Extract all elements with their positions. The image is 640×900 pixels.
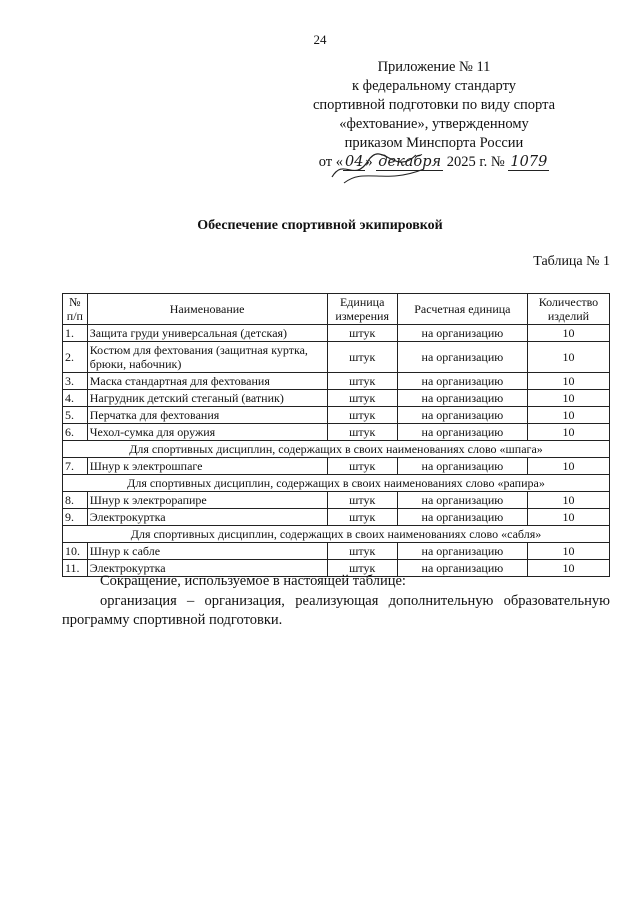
table-row — [63, 325, 610, 342]
cell-num: 10. — [63, 543, 88, 560]
cell-qty: 10 — [527, 407, 609, 424]
order-day: 04 — [344, 154, 364, 170]
table-row — [63, 543, 610, 560]
cell-name: Костюм для фехтования (защитная куртка, брюки, набочник) — [87, 342, 327, 373]
cell-num: 9. — [63, 509, 88, 526]
table-row — [63, 373, 610, 390]
cell-unit: штук — [327, 325, 397, 342]
cell-unit: штук — [327, 407, 397, 424]
order-month: декабря — [378, 154, 442, 170]
cell-qty: 10 — [527, 373, 609, 390]
table-caption: Таблица № 1 — [533, 254, 610, 269]
cell-num: 8. — [63, 492, 88, 509]
table-body — [63, 325, 610, 577]
page-number: 24 — [313, 32, 327, 47]
table-row — [63, 424, 610, 441]
cell-unit: штук — [327, 342, 397, 373]
cell-name: Шнур к электрошпаге — [87, 458, 327, 475]
cell-name: Электрокуртка — [87, 509, 327, 526]
appendix-line-4: «фехтование», утвержденному — [339, 116, 529, 132]
table-row — [63, 407, 610, 424]
cell-calc: на организацию — [397, 342, 527, 373]
cell-unit: штук — [327, 560, 397, 577]
cell-qty: 10 — [527, 509, 609, 526]
cell-num: 5. — [63, 407, 88, 424]
section-label: Для спортивных дисциплин, содержащих в своих наименованиях слово «шпага» — [63, 441, 610, 458]
cell-qty: 10 — [527, 543, 609, 560]
document-title: Обеспечение спортивной экипировкой — [197, 218, 443, 233]
appendix-line-2: к федеральному стандарту — [352, 78, 516, 94]
cell-qty: 10 — [527, 492, 609, 509]
footnote-title: Сокращение, используемое в настоящей таблице: — [100, 573, 406, 589]
cell-name: Перчатка для фехтования — [87, 407, 327, 424]
cell-num: 1. — [63, 325, 88, 342]
cell-qty: 10 — [527, 390, 609, 407]
order-line — [284, 153, 584, 172]
cell-calc: на организацию — [397, 424, 527, 441]
table-row — [63, 342, 610, 373]
cell-num: 3. — [63, 373, 88, 390]
table-header-row — [63, 294, 610, 325]
appendix-line-3: спортивной подготовки по виду спорта — [312, 97, 556, 113]
cell-name: Электрокуртка — [87, 560, 327, 577]
header-unit: Единица измерения — [327, 294, 397, 325]
appendix-line-5: приказом Минспорта России — [344, 135, 524, 151]
cell-qty: 10 — [527, 342, 609, 373]
order-number: 1079 — [510, 154, 548, 170]
cell-unit: штук — [327, 543, 397, 560]
cell-calc: на организацию — [397, 543, 527, 560]
cell-name: Нагрудник детский стеганый (ватник) — [87, 390, 327, 407]
footnote-body: организация – организация, реализующая дополнительную образовательную программу спортивной подготовки. — [62, 593, 610, 628]
appendix-line-1: Приложение № 11 — [377, 59, 491, 75]
cell-calc: на организацию — [397, 560, 527, 577]
cell-name: Шнур к электрорапире — [87, 492, 327, 509]
cell-qty: 10 — [527, 458, 609, 475]
cell-calc: на организацию — [397, 458, 527, 475]
header-calc: Расчетная единица — [397, 294, 527, 325]
table-row — [63, 390, 610, 407]
cell-unit: штук — [327, 509, 397, 526]
cell-calc: на организацию — [397, 325, 527, 342]
cell-num: 7. — [63, 458, 88, 475]
cell-name: Шнур к сабле — [87, 543, 327, 560]
cell-name: Маска стандартная для фехтования — [87, 373, 327, 390]
cell-calc: на организацию — [397, 407, 527, 424]
cell-num: 2. — [63, 342, 88, 373]
cell-unit: штук — [327, 373, 397, 390]
section-label: Для спортивных дисциплин, содержащих в своих наименованиях слово «сабля» — [63, 526, 610, 543]
cell-num: 11. — [63, 560, 88, 577]
order-year: 2025 г. № — [446, 154, 505, 170]
cell-name: Защита груди универсальная (детская) — [87, 325, 327, 342]
cell-unit: штук — [327, 492, 397, 509]
header-num: № п/п — [63, 294, 88, 325]
cell-calc: на организацию — [397, 509, 527, 526]
section-label: Для спортивных дисциплин, содержащих в своих наименованиях слово «рапира» — [63, 475, 610, 492]
cell-unit: штук — [327, 390, 397, 407]
cell-num: 4. — [63, 390, 88, 407]
cell-unit: штук — [327, 458, 397, 475]
cell-calc: на организацию — [397, 390, 527, 407]
table-row — [63, 458, 610, 475]
order-mid: » — [365, 154, 373, 170]
table-row — [63, 492, 610, 509]
table-row — [63, 509, 610, 526]
appendix-header — [284, 58, 584, 172]
section-row — [63, 475, 610, 492]
section-row — [63, 441, 610, 458]
cell-calc: на организацию — [397, 373, 527, 390]
cell-unit: штук — [327, 424, 397, 441]
cell-name: Чехол-сумка для оружия — [87, 424, 327, 441]
header-name: Наименование — [87, 294, 327, 325]
order-prefix: от « — [318, 154, 343, 170]
cell-num: 6. — [63, 424, 88, 441]
equipment-table — [62, 293, 610, 577]
cell-qty: 10 — [527, 560, 609, 577]
header-qty: Количество изделий — [527, 294, 609, 325]
cell-calc: на организацию — [397, 492, 527, 509]
cell-qty: 10 — [527, 424, 609, 441]
section-row — [63, 526, 610, 543]
cell-qty: 10 — [527, 325, 609, 342]
